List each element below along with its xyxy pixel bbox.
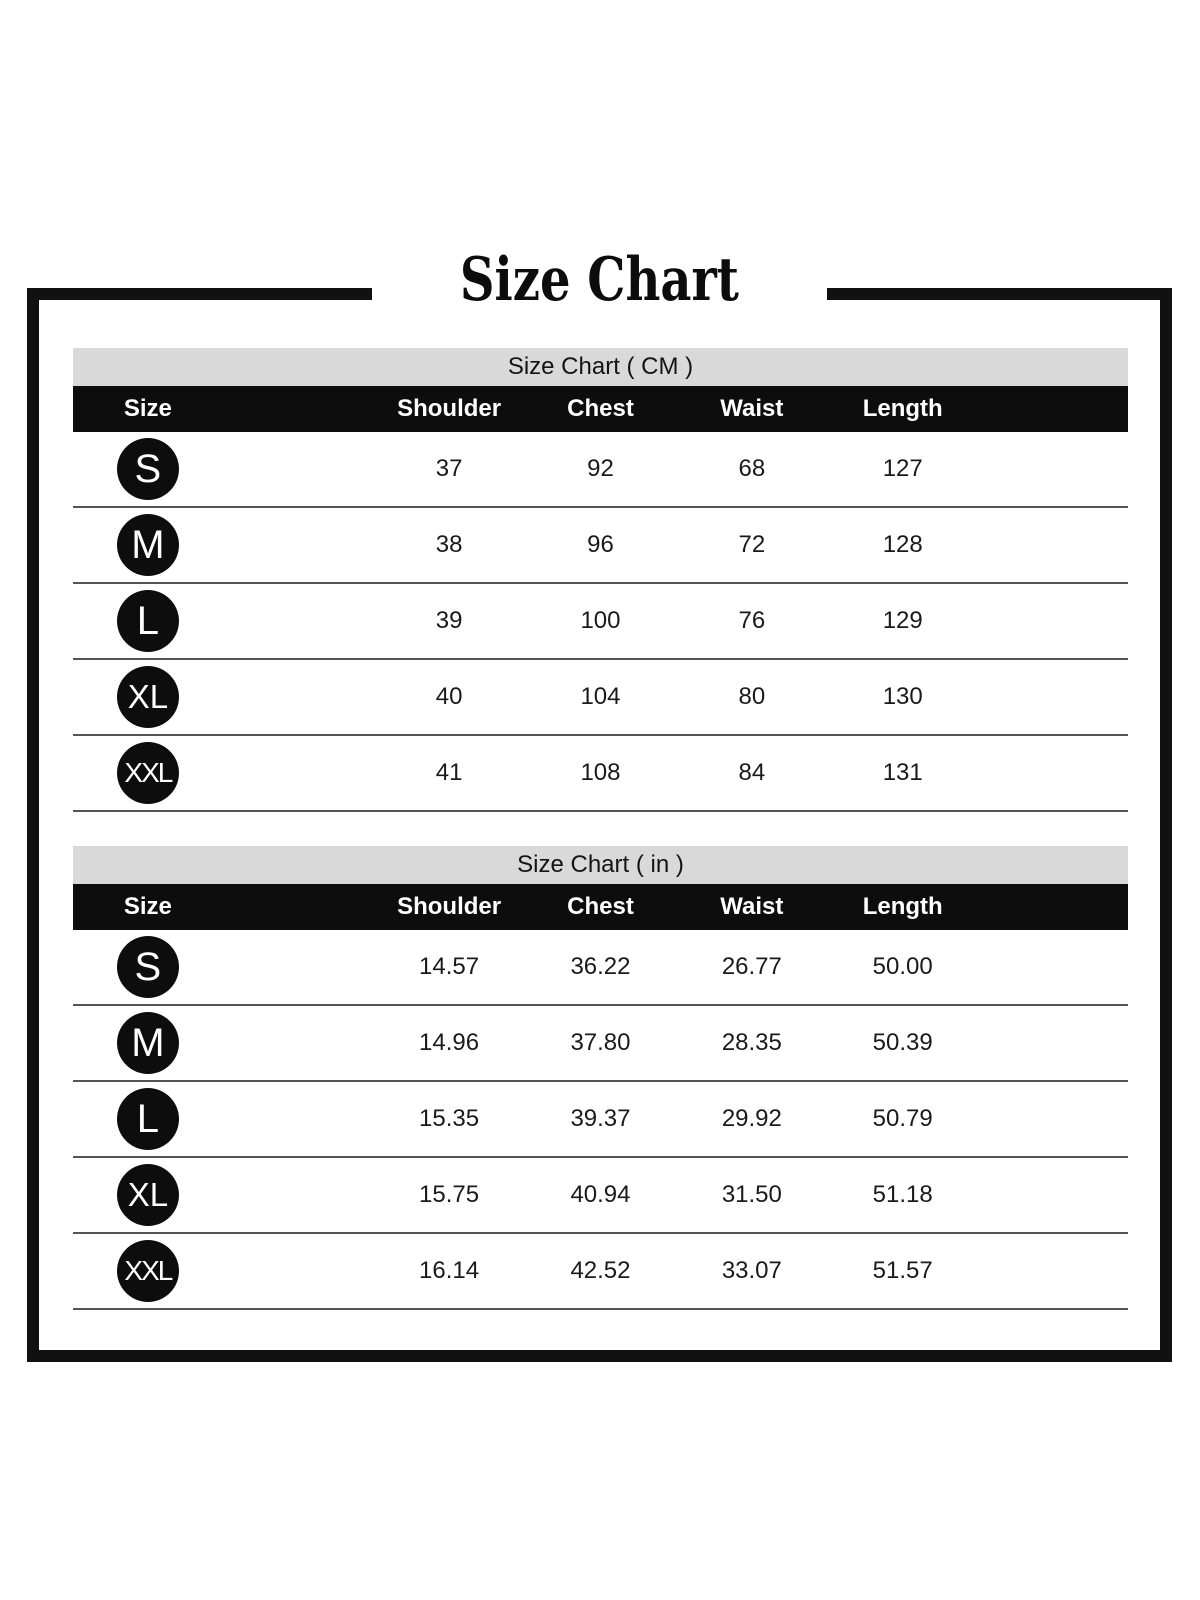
cell-shoulder: 15.75	[419, 1181, 480, 1208]
spacer-cell	[223, 660, 374, 734]
size-cell	[73, 508, 223, 582]
cell-shoulder: 15.35	[419, 1105, 480, 1132]
table-header-row	[73, 884, 1128, 930]
spacer-cell	[223, 386, 374, 432]
table-caption: Size Chart ( in )	[73, 846, 1128, 884]
spacer-cell	[223, 584, 374, 658]
cell-length: 51.57	[872, 1257, 933, 1284]
spacer-cell	[223, 1082, 374, 1156]
cell-waist: 26.77	[721, 953, 782, 980]
size-badge: XL	[117, 666, 179, 728]
col-header-chest: Chest	[567, 893, 634, 920]
cell-shoulder: 41	[435, 759, 463, 786]
spacer-cell	[223, 508, 374, 582]
cell-waist: 76	[738, 607, 766, 634]
cell-length: 50.39	[872, 1029, 933, 1056]
spacer-cell	[223, 1234, 374, 1308]
table-row	[73, 584, 1128, 660]
cell-chest: 100	[580, 607, 621, 634]
spacer-cell	[223, 432, 374, 506]
size-badge: XXL	[117, 742, 179, 804]
cell-shoulder: 14.57	[419, 953, 480, 980]
size-badge: L	[117, 1088, 179, 1150]
size-cell	[73, 930, 223, 1004]
cell-shoulder: 38	[435, 531, 463, 558]
cell-chest: 39.37	[570, 1105, 631, 1132]
cell-length: 129	[882, 607, 923, 634]
cell-length: 128	[882, 531, 923, 558]
spacer-cell	[223, 736, 374, 810]
cell-shoulder: 37	[435, 455, 463, 482]
cell-chest: 104	[580, 683, 621, 710]
size-badge: S	[117, 438, 179, 500]
table-body	[73, 432, 1128, 812]
size-badge: S	[117, 936, 179, 998]
cell-waist: 33.07	[721, 1257, 782, 1284]
table-body	[73, 930, 1128, 1310]
size-cell	[73, 1158, 223, 1232]
size-cell	[73, 736, 223, 810]
table-header-row	[73, 386, 1128, 432]
size-cell	[73, 660, 223, 734]
table-row	[73, 930, 1128, 1006]
size-cell	[73, 432, 223, 506]
cell-waist: 68	[738, 455, 766, 482]
size-cell	[73, 1006, 223, 1080]
col-header-waist: Waist	[720, 893, 784, 920]
cell-length: 127	[882, 455, 923, 482]
cell-length: 51.18	[872, 1181, 933, 1208]
cell-chest: 108	[580, 759, 621, 786]
cell-chest: 92	[587, 455, 614, 482]
cell-chest: 40.94	[570, 1181, 631, 1208]
size-table-in	[73, 846, 1128, 1310]
cell-shoulder: 40	[435, 683, 463, 710]
cell-waist: 72	[738, 531, 766, 558]
table-row	[73, 1082, 1128, 1158]
col-header-size: Size	[123, 395, 172, 422]
col-header-size: Size	[123, 893, 172, 920]
cell-shoulder: 14.96	[419, 1029, 480, 1056]
cell-chest: 36.22	[570, 953, 631, 980]
col-header-waist: Waist	[720, 395, 784, 422]
cell-chest: 96	[587, 531, 614, 558]
size-cell	[73, 1082, 223, 1156]
cell-shoulder: 16.14	[419, 1257, 480, 1284]
cell-waist: 80	[738, 683, 766, 710]
page-title-box	[372, 238, 827, 322]
cell-shoulder: 39	[435, 607, 463, 634]
cell-length: 130	[882, 683, 923, 710]
table-row	[73, 1006, 1128, 1082]
size-cell	[73, 584, 223, 658]
page-title: Size Chart	[459, 245, 740, 315]
cell-length: 50.00	[872, 953, 933, 980]
size-badge: XL	[117, 1164, 179, 1226]
size-badge: M	[117, 1012, 179, 1074]
col-header-length: Length	[862, 893, 943, 920]
col-header-shoulder: Shoulder	[397, 893, 502, 920]
size-table-cm	[73, 348, 1128, 812]
size-badge: M	[117, 514, 179, 576]
col-header-chest: Chest	[567, 395, 634, 422]
col-header-length: Length	[862, 395, 943, 422]
table-row	[73, 736, 1128, 812]
cell-length: 131	[882, 759, 923, 786]
size-cell	[73, 1234, 223, 1308]
col-header-shoulder: Shoulder	[397, 395, 502, 422]
cell-chest: 37.80	[570, 1029, 631, 1056]
table-caption: Size Chart ( CM )	[73, 348, 1128, 386]
table-row	[73, 660, 1128, 736]
size-badge: XXL	[117, 1240, 179, 1302]
spacer-cell	[223, 1158, 374, 1232]
table-row	[73, 432, 1128, 508]
cell-waist: 31.50	[721, 1181, 782, 1208]
table-row	[73, 508, 1128, 584]
cell-waist: 28.35	[721, 1029, 782, 1056]
spacer-cell	[223, 930, 374, 1004]
cell-chest: 42.52	[570, 1257, 631, 1284]
table-row	[73, 1234, 1128, 1310]
size-badge: L	[117, 590, 179, 652]
cell-waist: 29.92	[721, 1105, 782, 1132]
spacer-cell	[223, 1006, 374, 1080]
spacer-cell	[223, 884, 374, 930]
cell-waist: 84	[738, 759, 766, 786]
cell-length: 50.79	[872, 1105, 933, 1132]
table-row	[73, 1158, 1128, 1234]
